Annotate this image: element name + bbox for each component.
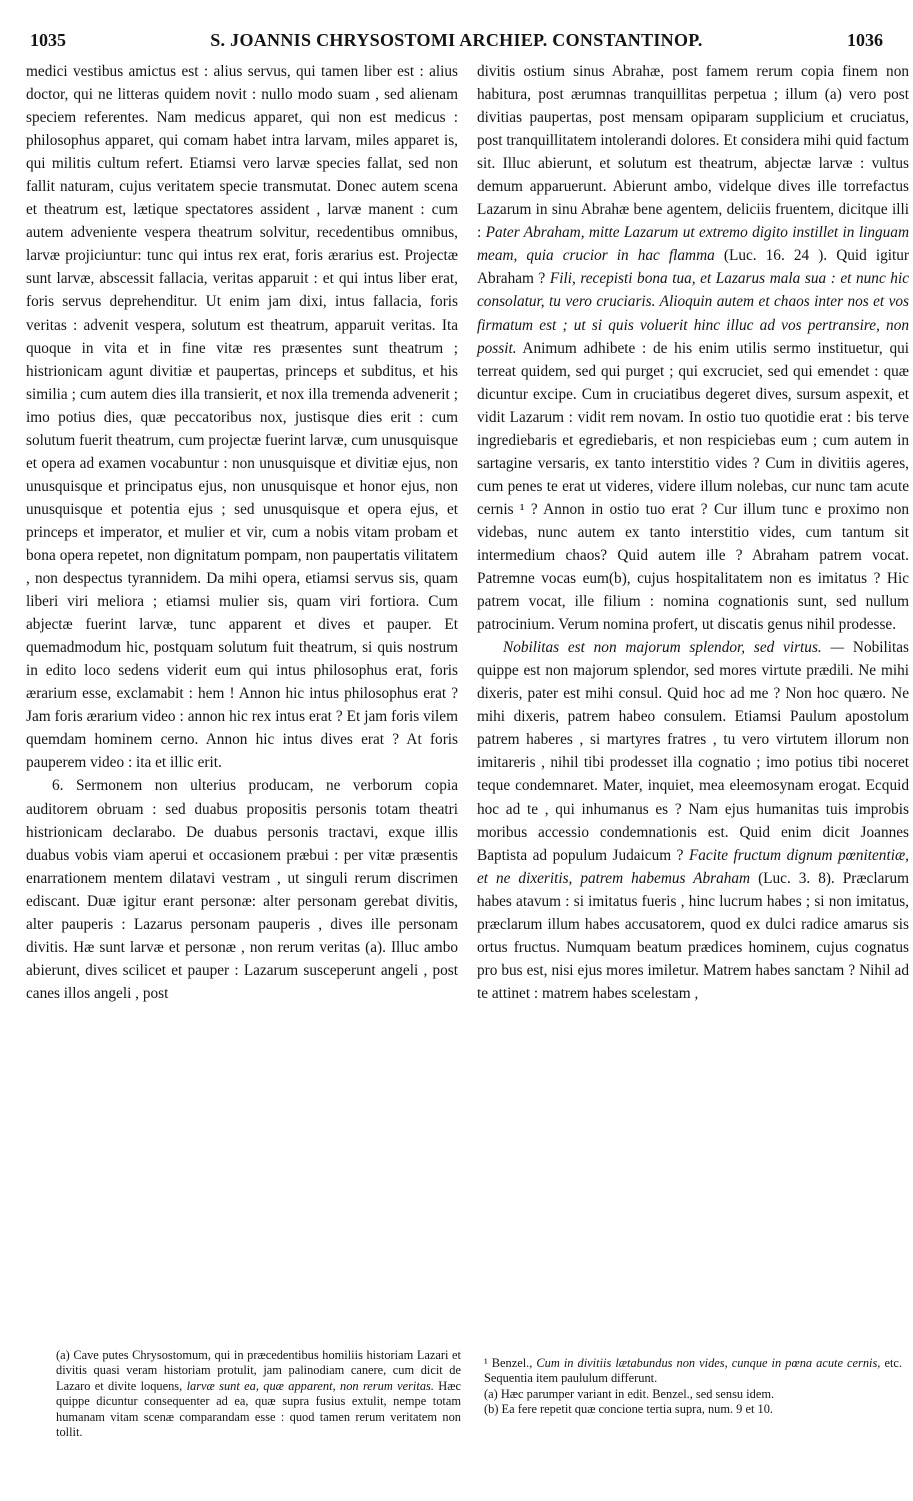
footnote-quote: larvæ sunt ea, quæ apparent, non rerum veritas. xyxy=(186,1378,434,1393)
text-run: divitis ostium sinus Abrahæ, post famem rerum copia finem non habitura, post ærumnas tranquillitas perpetua ; illum (a) vero post divitias paupertas, post mensam opiparam supplicium et cruciatus, post tranquillitatem intolerandi dolores. Et considera mihi quid factum sit. Illuc abierunt, et solutum est theatrum, abjectæ larvæ : vultus demum apparuerunt. Abierunt ambo, videlque dives ille torrefactus Lazarum in sinu Abrahæ bene agentem, deliciis fruentem, dicitque illi : xyxy=(477,63,909,242)
right-column xyxy=(477,60,909,1005)
text-run: Nobilitas quippe est non majorum splendor, sed mores virtute prædili. Ne mihi dixeris, pater est mihi consul. Quid hoc ad me ? Non hoc quæro. Ne mihi dixeris, patrem habeo consulem. Etiamsi Paulum apostolum patrem haberes , si martyres fratres , tu vero virtutem illorum non imitareris , nihil tibi prodesset illa cognatio ; imo potius tibi noceret teque condemnaret. Mater, inquiet, mea eleemosynam erogat. Ecquid hoc ad te , qui inhumanus es ? Nam ejus humanitas tuis improbis moribus accessio condemnationis est. Quid enim dicit Joannes Baptista ad populum Judaicum ? xyxy=(477,639,909,864)
text-run: etc. Sequentia item paululum differunt. xyxy=(484,1356,902,1386)
paragraph-right-1 xyxy=(477,60,909,636)
page-number-right: 1036 xyxy=(847,30,883,50)
footnotes-left xyxy=(56,1348,461,1440)
footnote-quote: Cum in divitiis lætabundus non vides, cunque in pœna acute cernis, xyxy=(536,1356,881,1370)
text-run: (Luc. 16. 24 ). Quid igitur Abraham ? xyxy=(477,247,909,288)
footnote-a-left xyxy=(56,1348,461,1440)
left-column xyxy=(26,60,458,1005)
running-title: S. JOANNIS CHRYSOSTOMI ARCHIEP. CONSTANTINOP. xyxy=(210,30,703,50)
paragraph-left-1: medici vestibus amictus est : alius servus, qui tamen liber est : alius doctor, qui ne litteras quidem novit : nullo modo suam , sed alienam speciem referentes. Nam medicus apparet, qui non est medicus : philosophus apparet, qui comam habet intra larvam, miles apparet is, qui militis cultum refert. Etiamsi vero larvæ species fallat, sed non fallit naturam, cujus veritatem specie transmutat. Donec autem scena et theatrum est, lætique spectatores assident , larvæ manent : cum autem adveniente vespera theatrum solvitur, recedentibus omnibus, larvæ projiciuntur: tunc qui intus rex erat, foris ærarius est. Projectæ sunt larvæ, abscessit fallacia, veritas apparuit : et qui intus liber erat, foris servus deprehenditur. Ut enim jam dixi, intus fallacia, foris veritas : advenit vespera, solutum est theatrum, apparuit veritas. Ita quoque in vita et in fine vitæ res præsentes sunt theatrum ; histrionicam agunt divitiæ et paupertas, princeps et subditus, et his similia ; cum autem dies illa transierit, et nox illa tremenda advenerit ; imo potius dies, quæ peccatoribus nox, justisque dies erit : cum solutum fuerit theatrum, cum projectæ fuerint larvæ, cum unusquisque et opera ad examen vocabuntur : non unusquisque et divitiæ ejus, non unusquisque et principatus ejus, non unusquisque et honor ejus, non unusquisque et potentia ejus ; sed unusquisque et opera ejus, et princeps et imperator, et mulier et vir, cum a nobis vitam probam et bona opera repetet, non dignitatum pompam, non paupertatis vilitatem , non despectus tyrannidem. Da mihi opera, etiamsi servus sis, quam liberi viri meliora ; etiamsi mulier sis, quam viri fortiora. Cum abjectæ fuerint larvæ, tunc apparent et dives et pauper. Et quemadmodum hic, postquam solutum fuit theatrum, si quis nostrum in edito loco sedens viderit eum qui intus philosophus erat, foris ærarium esse, exclamabit : hem ! Annon hic intus philosophus erat ? Jam foris ærarium video : annon hic rex intus erat ? Et jam foris vilem quemdam hominem cerno. Annon hic intus dives erat ? At foris pauperem video : ita et illic erit. xyxy=(26,63,458,772)
page-number-left: 1035 xyxy=(30,30,66,50)
scripture-quote: Fili, recepisti bona tua, et Lazarus mala sua : et nunc hic consolatur, tu vero cruciaris. Alioquin autem et chaos inter nos et vos firmatum est ; ut si quis voluerit hinc illuc ad vos pertransire, non possit. xyxy=(477,270,909,357)
footnote-a-right: (a) Hæc parumper variant in edit. Benzel., sed sensu idem. xyxy=(484,1386,775,1401)
paragraph-right-2 xyxy=(477,636,909,1005)
footnotes-right xyxy=(484,1356,902,1418)
scripture-quote: Facite fructum dignum pœnitentiæ, et ne dixeritis, patrem habemus Abraham xyxy=(477,846,909,887)
footnote-b-right: (b) Ea fere repetit quæ concione tertia supra, num. 9 et 10. xyxy=(484,1402,774,1417)
scripture-quote: Pater Abraham, mitte Lazarum ut extremo digito instillet in linguam meam, quia crucior in hac flamma xyxy=(477,224,909,265)
footnote-1 xyxy=(484,1356,902,1387)
text-run: Hæc quippe dicuntur consequenter ad ea, quæ supra fusius extulit, nempe totam humanam vitam scenæ comparandam esse : quod tamen rerum veritatem non tollit. xyxy=(56,1378,461,1440)
text-run: (a) Cave putes Chrysostomum, qui in præcedentibus homiliis historiam Lazari et divitis quasi veram historiam protulit, jam palinodiam canere, cum dicit de Lazaro et divite loquens, xyxy=(56,1348,461,1393)
text-run: Animum adhibete : de his enim utilis sermo instituetur, qui terreat quidem, sed qui purget ; qui excruciet, sed qui emendet : quæ dicuntur excipe. Cum in cruciatibus degeret dives, sursum aspexit, et vidit Lazarum : vidit rem novam. In ostio tuo quotidie erat : bis terve ingrediebaris et egrediebaris, et non respiciebas eum ; cum autem in sartagine versaris, ex tanto interstitio vides ? Cum in divitiis ageres, cum penes te erat ut videres, videre illum nolebas, cur nunc tam acute cernis ¹ ? Annon in ostio tuo erat ? Cur illum tunc e proximo non videbas, nunc autem ex tanto interstitio vides, cum tantum sit intermedium chaos? Quid autem ille ? Abraham patrem vocat. Patremne vocas eum(b), cujus hospitalitatem non es imitatus ? Hic patrem vocat, ille filium : nomina cognationis sunt, sed nullum patrocinium. Verum nomina profert, ut discatis genus nihil prodesse. xyxy=(477,339,909,634)
section-heading: Nobilitas est non majorum splendor, sed virtus. — xyxy=(503,639,845,657)
page-header xyxy=(22,30,891,56)
text-run: ¹ Benzel., xyxy=(484,1356,537,1370)
paragraph-left-2: 6. Sermonem non ulterius producam, ne verborum copia auditorem obruam : sed duabus propositis personis totam theatri histrionicam declarabo. De duabus personis tractavi, exque illis duabus vobis viam aperui et occasionem præbui : per vitæ præsentis enarrationem mentem dilatavi vestram , ut singuli rerum discrimen ediscant. Duæ igitur erant personæ: alter personam gerebat divitis, alter pauperis : Lazarus personam pauperis , dives ille personam divitis. Hæ sunt larvæ et personæ , non rerum veritas (a). Illuc ambo abierunt, dives scilicet et pauper : Lazarum susceperunt angeli , post canes illos angeli , post xyxy=(26,777,458,1002)
text-run: (Luc. 3. 8). Præclarum habes atavum : si imitatus fueris , hinc lucrum habes ; si non imitatus, præclarum illum habes accusatorem, quod ex dulci radice amarus sis ortus fructus. Numquam beatum prædices hominem, cujus cognatus pro bus est, nisi ejus mores imiletur. Matrem habes sanctam ? Nihil ad te attinet : matrem habes scelestam , xyxy=(477,869,910,1002)
